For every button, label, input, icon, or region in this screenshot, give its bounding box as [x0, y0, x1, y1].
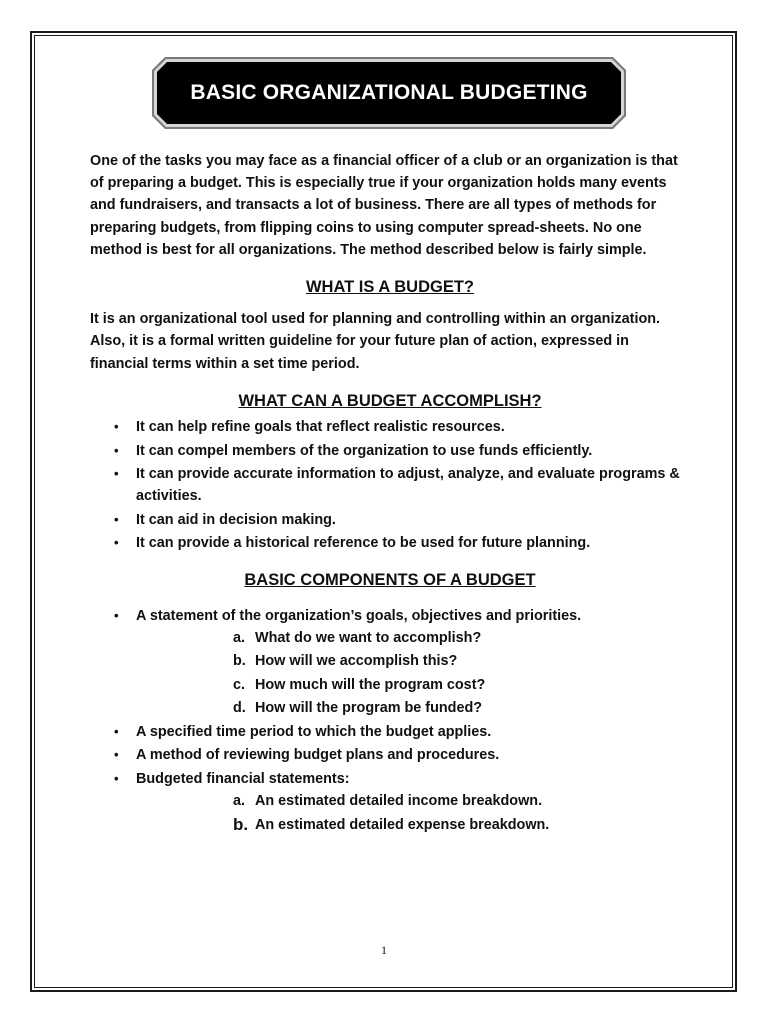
sublist-item: b. An estimated detailed expense breakdown.: [233, 814, 550, 834]
list-item: • A method of reviewing budget plans and procedures.: [90, 744, 690, 766]
heading-budget-accomplish: WHAT CAN A BUDGET ACCOMPLISH?: [238, 391, 542, 410]
sublist-item: d. How will the program be funded?: [233, 700, 483, 717]
statements-sublist: [136, 790, 690, 836]
bullet-icon: •: [114, 747, 119, 763]
components-list: [90, 605, 690, 836]
title-banner: [152, 57, 626, 129]
list-item: • A specified time period to which the budget applies.: [90, 721, 690, 743]
sublist-item: b. How will we accomplish this?: [233, 653, 458, 670]
list-item: • It can provide accurate information to adjust, analyze, and evaluate programs & activities.: [90, 463, 690, 507]
list-item: • It can aid in decision making.: [90, 509, 690, 531]
list-item: • A statement of the organization’s goals, objectives and priorities. a. What do we want to accomplish? b. How will we accomplish this? c. How much will the program cost? d. How will the program be funded?: [90, 605, 690, 720]
bullet-icon: •: [114, 607, 119, 623]
list-item: • Budgeted financial statements: a. An estimated detailed income breakdown. b. An estimated detailed expense breakdown.: [90, 768, 690, 836]
what-is-budget-paragraph: It is an organizational tool used for planning and controlling within an organization. Also, it is a formal written guideline for your future plan of action, expressed in financial terms within a set time period.: [90, 311, 661, 372]
page-title: BASIC ORGANIZATIONAL BUDGETING: [190, 81, 588, 104]
sublist-item: a. What do we want to accomplish?: [233, 629, 482, 646]
document-body: [90, 150, 690, 837]
heading-what-is-a-budget: WHAT IS A BUDGET?: [305, 278, 475, 297]
bullet-icon: •: [114, 535, 119, 551]
list-item: • It can compel members of the organization to use funds efficiently.: [90, 440, 690, 462]
accomplish-list: [90, 416, 690, 554]
bullet-icon: •: [114, 442, 119, 458]
bullet-icon: •: [114, 723, 119, 739]
intro-paragraph: One of the tasks you may face as a financial officer of a club or an organization is that of preparing a budget. This is especially true if your organization holds many events and fundraisers, and transacts a lot of business. There are all types of methods for preparing budgets, from flipping coins to using computer spread-sheets. No one method is best for all organizations. The method described below is fairly simple.: [90, 153, 678, 258]
list-item: • It can provide a historical reference to be used for future planning.: [90, 532, 690, 554]
page-number: 1: [381, 943, 387, 957]
bullet-icon: •: [114, 511, 119, 527]
sublist-item: a. An estimated detailed income breakdown.: [233, 793, 543, 810]
list-item: • It can help refine goals that reflect realistic resources.: [90, 416, 690, 438]
bullet-icon: •: [114, 466, 119, 482]
heading-basic-components: BASIC COMPONENTS OF A BUDGET: [244, 571, 536, 590]
goals-sublist: [136, 627, 690, 720]
bullet-icon: •: [114, 770, 119, 786]
sublist-item: c. How much will the program cost?: [233, 676, 486, 693]
bullet-icon: •: [114, 419, 119, 435]
